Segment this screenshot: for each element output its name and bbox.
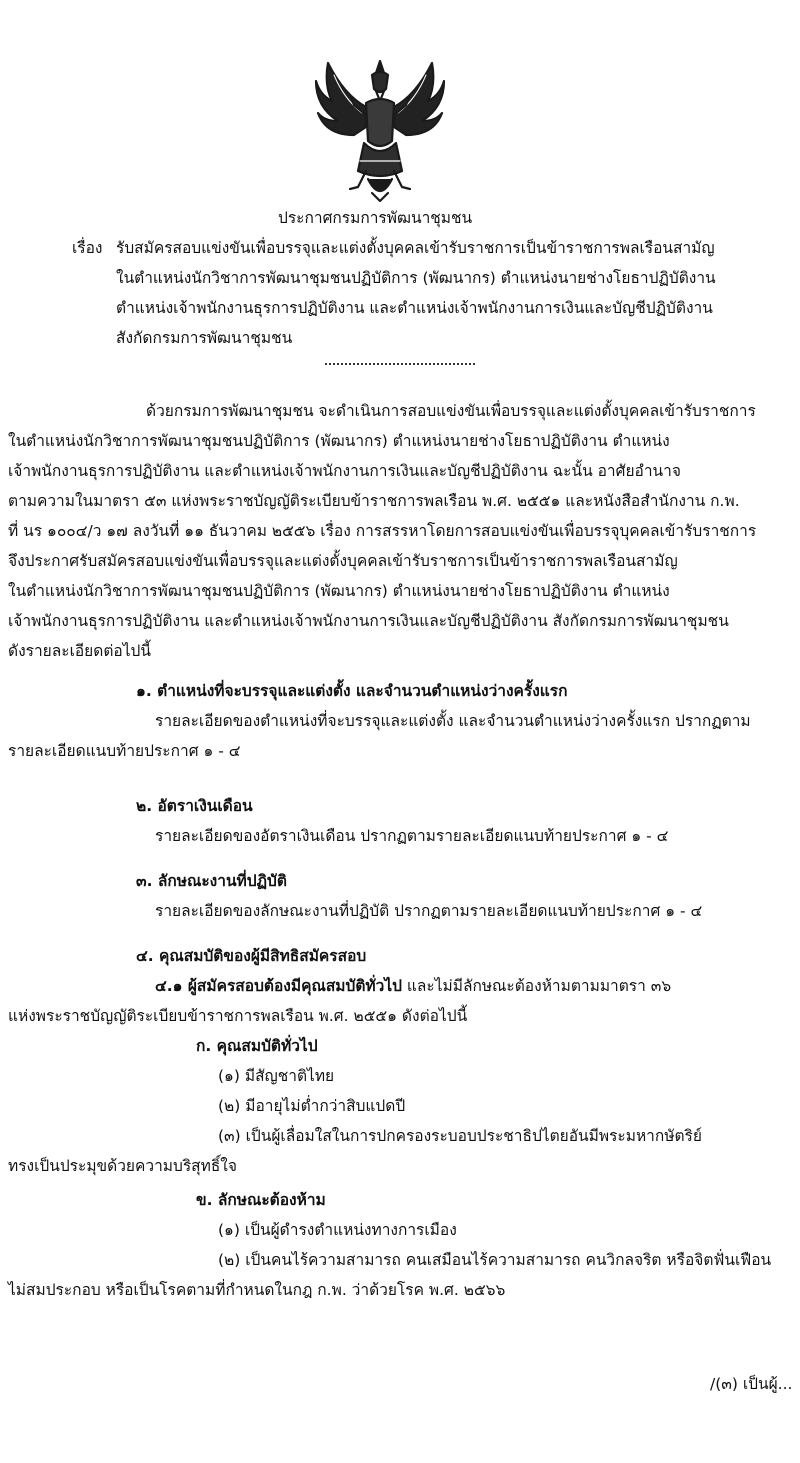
section-2-body: รายละเอียดของอัตราเงินเดือน ปรากฏตามรายละเอียดแนบท้ายประกาศ ๑ - ๔	[155, 827, 669, 845]
section-3-body: รายละเอียดของลักษณะงานที่ปฏิบัติ ปรากฏตามรายละเอียดแนบท้ายประกาศ ๑ - ๔	[155, 902, 703, 920]
prohibitions-heading: ข. ลักษณะต้องห้าม	[196, 1191, 326, 1209]
preamble-line: ดังรายละเอียดต่อไปนี้	[8, 642, 151, 660]
preamble-line: ในตำแหน่งนักวิชาการพัฒนาชุมชนปฏิบัติการ (พัฒนากร) ตำแหน่งนายช่างโยธาปฏิบัติงาน ตำแหน่ง	[8, 582, 670, 600]
qualification-item: (๓) เป็นผู้เลื่อมใสในการปกครองระบอบประชาธิปไตยอันมีพระมหากษัตริย์	[218, 1127, 702, 1145]
section-4-heading: ๔. คุณสมบัติของผู้มีสิทธิสมัครสอบ	[136, 947, 367, 965]
preamble-line: จึงประกาศรับสมัครสอบแข่งขันเพื่อบรรจุและแต่งตั้งบุคคลเข้ารับราชการเป็นข้าราชการพลเรือนสามัญ	[8, 552, 678, 570]
preamble-line: เจ้าพนักงานธุรการปฏิบัติงาน และตำแหน่งเจ้าพนักงานการเงินและบัญชีปฏิบัติงาน ฉะนั้น อาศัยอำนาจ	[8, 462, 681, 480]
qualifications-heading: ก. คุณสมบัติทั่วไป	[196, 1037, 318, 1055]
section-4-1-rest: และไม่มีลักษณะต้องห้ามตามมาตรา ๓๖	[401, 977, 672, 995]
section-1-body: รายละเอียดของตำแหน่งที่จะบรรจุและแต่งตั้ง และจำนวนตำแหน่งว่างครั้งแรก ปรากฏตาม	[155, 712, 751, 730]
qualification-item: (๒) มีอายุไม่ต่ำกว่าสิบแปดปี	[218, 1097, 406, 1115]
separator-dots	[325, 363, 475, 365]
section-4-1-heading: ๔.๑ ผู้สมัครสอบต้องมีคุณสมบัติทั่วไป	[155, 977, 402, 995]
preamble-line: ด้วยกรมการพัฒนาชุมชน จะดำเนินการสอบแข่งขันเพื่อบรรจุและแต่งตั้งบุคคลเข้ารับราชการ	[146, 402, 756, 420]
continued-marker: /(๓) เป็นผู้...	[710, 1375, 793, 1393]
prohibition-item: (๑) เป็นผู้ดำรงตำแหน่งทางการเมือง	[218, 1221, 457, 1239]
garuda-emblem-icon	[310, 55, 450, 205]
agency-title: ประกาศกรมการพัฒนาชุมชน	[278, 209, 473, 227]
subject-line: สังกัดกรมการพัฒนาชุมชน	[116, 329, 293, 347]
prohibition-item-cont: ไม่สมประกอบ หรือเป็นโรคตามที่กำหนดในกฎ ก.พ. ว่าด้วยโรค พ.ศ. ๒๕๖๖	[8, 1281, 506, 1299]
section-1-heading: ๑. ตำแหน่งที่จะบรรจุและแต่งตั้ง และจำนวนตำแหน่งว่างครั้งแรก	[136, 682, 568, 700]
section-2-heading: ๒. อัตราเงินเดือน	[136, 797, 253, 815]
section-1-body: รายละเอียดแนบท้ายประกาศ ๑ - ๔	[8, 742, 241, 760]
prohibition-item: (๒) เป็นคนไร้ความสามารถ คนเสมือนไร้ความสามารถ คนวิกลจริต หรือจิตฟั่นเฟือน	[218, 1251, 772, 1269]
subject-label: เรื่อง	[72, 239, 103, 257]
preamble-line: เจ้าพนักงานธุรการปฏิบัติงาน และตำแหน่งเจ้าพนักงานการเงินและบัญชีปฏิบัติงาน สังกัดกรมการพัฒนาชุมชน	[8, 612, 729, 630]
section-4-1-line	[155, 976, 671, 996]
subject-line: ในตำแหน่งนักวิชาการพัฒนาชุมชนปฏิบัติการ (พัฒนากร) ตำแหน่งนายช่างโยธาปฏิบัติงาน	[116, 269, 716, 287]
section-4-1-line2: แห่งพระราชบัญญัติระเบียบข้าราชการพลเรือน พ.ศ. ๒๕๕๑ ดังต่อไปนี้	[8, 1007, 468, 1025]
qualification-item-cont: ทรงเป็นประมุขด้วยความบริสุทธิ์ใจ	[8, 1157, 237, 1175]
preamble-line: ตามความในมาตรา ๕๓ แห่งพระราชบัญญัติระเบียบข้าราชการพลเรือน พ.ศ. ๒๕๕๑ และหนังสือสำนักงาน ก.พ.	[8, 492, 740, 510]
preamble-line: ในตำแหน่งนักวิชาการพัฒนาชุมชนปฏิบัติการ (พัฒนากร) ตำแหน่งนายช่างโยธาปฏิบัติงาน ตำแหน่ง	[8, 432, 670, 450]
preamble-line: ที่ นร ๑๐๐๔/ว ๑๗ ลงวันที่ ๑๑ ธันวาคม ๒๕๕๖ เรื่อง การสรรหาโดยการสอบแข่งขันเพื่อบรรจุบุคคลเข้ารับราชการ	[8, 522, 757, 540]
section-3-heading: ๓. ลักษณะงานที่ปฏิบัติ	[136, 872, 287, 890]
qualification-item: (๑) มีสัญชาติไทย	[218, 1067, 335, 1085]
subject-line: ตำแหน่งเจ้าพนักงานธุรการปฏิบัติงาน และตำแหน่งเจ้าพนักงานการเงินและบัญชีปฏิบัติงาน	[116, 299, 713, 317]
subject-line: รับสมัครสอบแข่งขันเพื่อบรรจุและแต่งตั้งบุคคลเข้ารับราชการเป็นข้าราชการพลเรือนสามัญ	[116, 239, 715, 257]
